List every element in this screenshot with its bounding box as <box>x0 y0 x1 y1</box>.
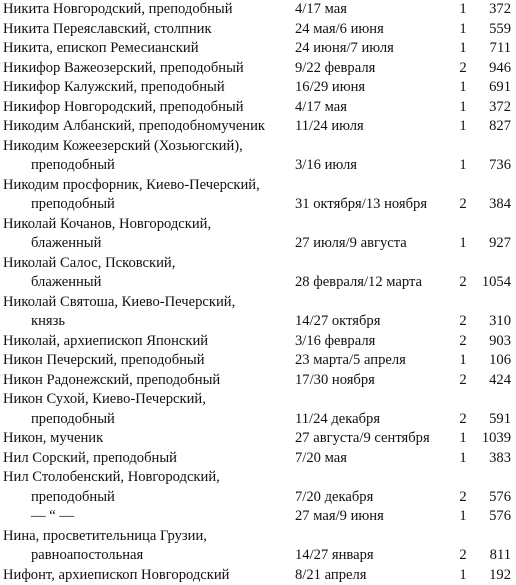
page-number: 106 <box>489 352 511 368</box>
saints-index-table <box>3 0 513 585</box>
volume-number: 1 <box>459 79 467 95</box>
feast-date: 7/20 декабря <box>295 488 374 505</box>
saint-name <box>3 215 295 254</box>
feast-date: 9/22 февраля <box>295 59 376 76</box>
saint-name-line: Никита Новгородский, преподобный <box>3 1 233 17</box>
saint-name <box>3 176 295 215</box>
volume-number: 2 <box>459 196 467 212</box>
saint-name-line: Никита, епископ Ремесианский <box>3 40 199 56</box>
volume-number: 1 <box>459 157 467 173</box>
volume-number: 2 <box>459 313 467 329</box>
saint-name <box>3 332 295 352</box>
volume-number: 1 <box>459 449 467 466</box>
saint-name <box>3 254 295 293</box>
volume-number: 1 <box>459 508 467 524</box>
index-entry <box>3 468 513 507</box>
page-number: 1054 <box>481 274 511 290</box>
saint-name-line: Никон Печерский, преподобный <box>3 352 205 368</box>
saint-name-line: — “ — <box>31 508 74 524</box>
index-entry <box>3 371 513 391</box>
page-number: 691 <box>489 79 511 95</box>
page-number: 576 <box>489 488 511 505</box>
feast-date: 17/30 ноября <box>295 371 375 388</box>
feast-date: 24 июня/7 июля <box>295 40 394 56</box>
saint-name-line: Никон Сухой, Киево-Печерский, <box>3 391 206 407</box>
saint-name <box>3 78 295 98</box>
index-entry <box>3 98 513 118</box>
volume-number: 2 <box>459 274 467 290</box>
index-entry <box>3 39 513 59</box>
index-entry <box>3 78 513 98</box>
feast-date: 27 августа/9 сентября <box>295 430 430 446</box>
feast-date: 14/27 октября <box>295 313 381 329</box>
index-entry <box>3 351 513 371</box>
feast-date: 3/16 февраля <box>295 332 376 349</box>
feast-date: 28 февраля/12 марта <box>295 274 423 290</box>
feast-date: 11/24 декабря <box>295 410 381 427</box>
page-number: 310 <box>489 313 511 329</box>
page-number: 927 <box>489 235 511 251</box>
saint-name-continuation: преподобный <box>31 196 115 212</box>
feast-date: 23 марта/5 апреля <box>295 352 406 368</box>
page-number: 424 <box>489 371 511 388</box>
index-entry <box>3 59 513 79</box>
saint-name <box>3 449 295 469</box>
index-entry <box>3 390 513 429</box>
page-number: 576 <box>489 508 511 524</box>
volume-number: 2 <box>459 547 467 563</box>
feast-date: 11/24 июля <box>295 118 364 134</box>
index-entry <box>3 20 513 40</box>
index-entry <box>3 566 513 585</box>
index-entry <box>3 507 513 527</box>
saint-name-continuation: блаженный <box>31 235 102 251</box>
volume-number: 1 <box>459 352 467 368</box>
page-number: 903 <box>489 332 511 349</box>
feast-date: 8/21 апреля <box>295 566 367 583</box>
volume-number: 1 <box>459 118 467 134</box>
volume-number: 1 <box>459 566 467 583</box>
saint-name <box>3 527 295 566</box>
page-number: 591 <box>489 410 511 427</box>
saint-name-continuation: преподобный <box>31 157 115 173</box>
page-number: 946 <box>489 59 511 76</box>
index-entry <box>3 176 513 215</box>
page-number: 811 <box>489 547 511 563</box>
saint-name-line: Николай Кочанов, Новгородский, <box>3 215 212 232</box>
saint-name <box>3 137 295 176</box>
saint-name <box>3 351 295 371</box>
saint-name-line: Никита Переяславский, столпник <box>3 20 212 37</box>
saint-name-line: Нил Сорский, преподобный <box>3 449 177 466</box>
volume-number: 2 <box>459 371 467 388</box>
page-number: 383 <box>489 449 511 466</box>
volume-number: 1 <box>459 20 467 37</box>
page-number: 384 <box>489 196 511 212</box>
saint-name-line: Никодим просфорник, Киево-Печерский, <box>3 176 260 193</box>
saint-name <box>3 371 295 391</box>
page-number: 711 <box>489 40 511 56</box>
feast-date: 14/27 января <box>295 547 374 563</box>
saint-name-line: Никон, мученик <box>3 430 104 446</box>
index-entry <box>3 527 513 566</box>
saint-name <box>3 98 295 118</box>
volume-number: 1 <box>459 1 467 17</box>
feast-date: 4/17 мая <box>295 98 347 115</box>
saint-name <box>3 507 295 527</box>
index-entry <box>3 117 513 137</box>
index-entry <box>3 293 513 332</box>
saint-name-line: Нина, просветительница Грузии, <box>3 527 207 544</box>
saint-name-continuation: равноапостольная <box>31 547 144 563</box>
saint-name-continuation: преподобный <box>31 410 115 427</box>
saint-name-line: Никифор Важеозерский, преподобный <box>3 59 244 76</box>
volume-number: 1 <box>459 430 467 446</box>
feast-date: 31 октября/13 ноября <box>295 196 428 212</box>
volume-number: 2 <box>459 410 467 427</box>
feast-date: 4/17 мая <box>295 1 347 17</box>
saint-name-continuation: блаженный <box>31 274 102 290</box>
page-number: 827 <box>489 118 511 134</box>
index-entry <box>3 449 513 469</box>
saint-name-line: Никон Радонежский, преподобный <box>3 371 221 388</box>
index-entry <box>3 215 513 254</box>
volume-number: 2 <box>459 59 467 76</box>
index-entry <box>3 0 513 20</box>
saint-name-continuation: преподобный <box>31 488 115 505</box>
page-number: 559 <box>489 20 511 37</box>
index-entry <box>3 137 513 176</box>
saint-name <box>3 20 295 40</box>
page-number: 736 <box>489 157 511 173</box>
volume-number: 1 <box>459 98 467 115</box>
saint-name-line: Никифор Новгородский, преподобный <box>3 98 244 115</box>
saint-name-line: Никодим Албанский, преподобномученик <box>3 118 266 134</box>
saint-name-continuation: князь <box>31 313 66 329</box>
saint-name <box>3 39 295 59</box>
feast-date: 7/20 мая <box>295 449 347 466</box>
saint-name <box>3 390 295 429</box>
index-entry <box>3 429 513 449</box>
page-number: 1039 <box>481 430 511 446</box>
saint-name-line: Николай, архиепископ Японский <box>3 332 209 349</box>
feast-date: 16/29 июня <box>295 79 366 95</box>
saint-name <box>3 429 295 449</box>
feast-date: 27 мая/9 июня <box>295 508 384 524</box>
index-entry <box>3 254 513 293</box>
saint-name <box>3 59 295 79</box>
feast-date: 3/16 июля <box>295 157 357 173</box>
saint-name <box>3 566 295 585</box>
saint-name-line: Нифонт, архиепископ Новгородский <box>3 566 230 583</box>
page-number: 192 <box>489 566 511 583</box>
saint-name <box>3 117 295 137</box>
saint-name <box>3 468 295 507</box>
volume-number: 2 <box>459 488 467 505</box>
saint-name-line: Никифор Калужский, преподобный <box>3 79 225 95</box>
feast-date: 24 мая/6 июня <box>295 20 384 37</box>
saint-name-line: Николай Святоша, Киево-Печерский, <box>3 293 236 310</box>
index-entry <box>3 332 513 352</box>
volume-number: 1 <box>459 40 467 56</box>
saint-name-line: Никодим Кожеезерский (Хозьюгский), <box>3 137 243 154</box>
page-number: 372 <box>489 98 511 115</box>
saint-name <box>3 0 295 20</box>
volume-number: 2 <box>459 332 467 349</box>
saint-name <box>3 293 295 332</box>
feast-date: 27 июля/9 августа <box>295 235 407 251</box>
saint-name-line: Николай Салос, Псковский, <box>3 254 176 271</box>
saint-name-line: Нил Столобенский, Новгородский, <box>3 469 220 485</box>
page-number: 372 <box>489 1 511 17</box>
volume-number: 1 <box>459 235 467 251</box>
